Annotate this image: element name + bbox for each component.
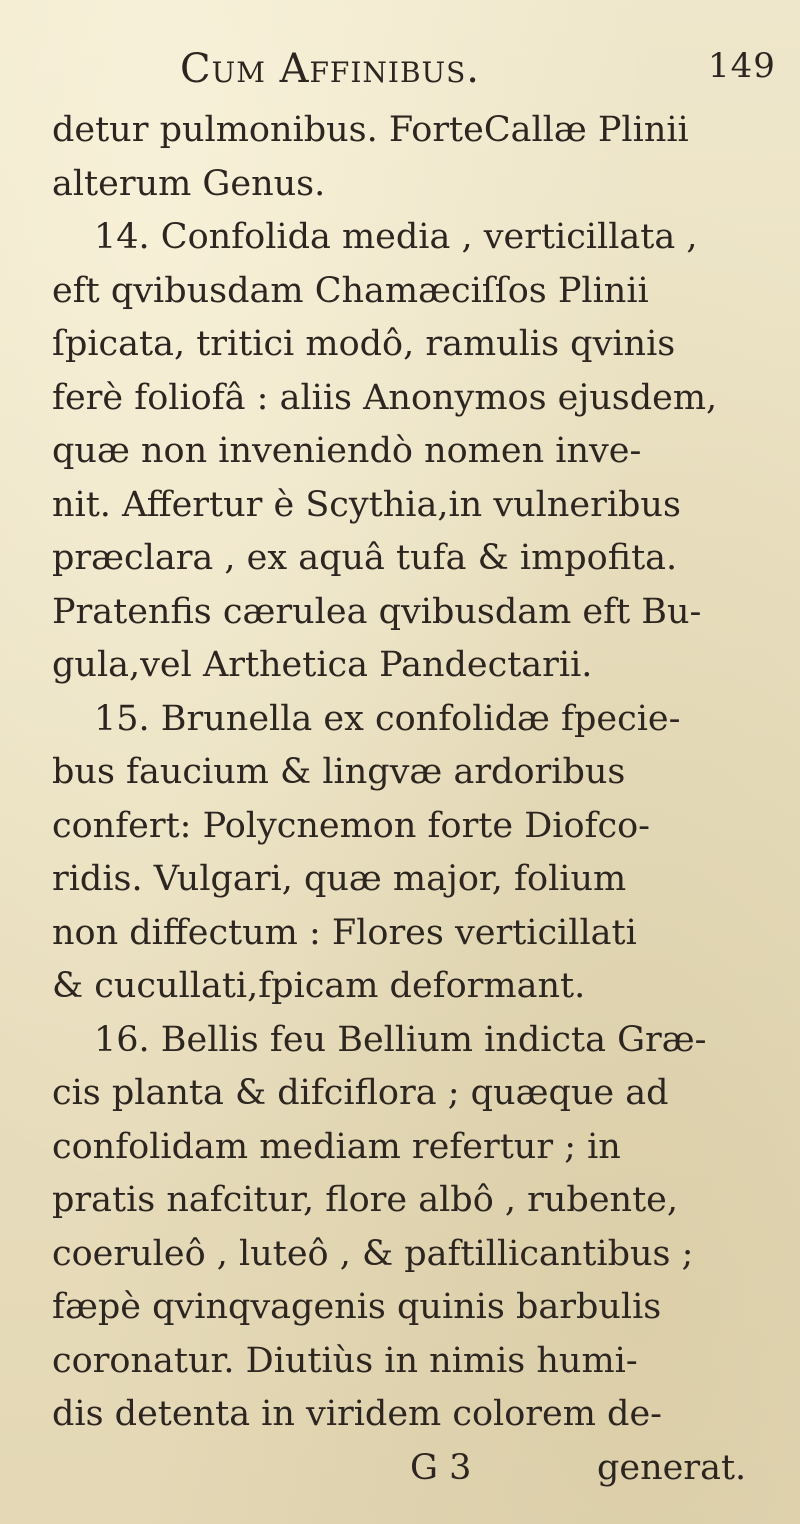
text-line: coronatur. Diutiùs in nimis humi- (52, 1340, 638, 1381)
catchword: generat. (597, 1447, 747, 1488)
text-line: ridis. Vulgari, quæ major, folium (52, 859, 627, 899)
text-line: dis detenta in viridem colorem de- (52, 1394, 663, 1434)
text-line: 14. Confolida media , verticillata , (94, 217, 698, 257)
text-line: cis planta & difciflora ; quæque ad (52, 1073, 669, 1113)
text-line: coeruleô , luteô , & paftillicantibus ; (52, 1233, 694, 1274)
text-line: gula,vel Arthetica Pandectarii. (52, 645, 593, 685)
text-line: detur pulmonibus. ForteCallæ Plinii (52, 110, 689, 150)
text-line: bus faucium & lingvæ ardoribus (52, 752, 626, 792)
text-line: alterum Genus. (52, 163, 326, 204)
text-line: 15. Brunella ex confolidæ fpecie- (94, 698, 681, 739)
page-header (0, 46, 800, 96)
text-line: præclara , ex aquâ tufa & impofita. (52, 538, 678, 578)
text-line: non diffectum : Flores verticillati (52, 912, 637, 953)
text-line: quæ non inveniendò nomen inve- (52, 431, 642, 471)
page-number: 149 (708, 46, 776, 86)
text-line: pratis nafcitur, flore albô , rubente, (52, 1180, 678, 1220)
text-line: 16. Bellis feu Bellium indicta Græ- (94, 1019, 707, 1060)
text-line: ſpicata, tritici modô, ramulis qvinis (52, 324, 676, 364)
footer-line (52, 1442, 782, 1496)
text-line: confert: Polycnemon forte Diofco- (52, 805, 650, 846)
running-title: Cum Affinibus. (180, 46, 481, 92)
signature-mark: G 3 (410, 1447, 472, 1488)
text-line: eft qvibusdam Chamæciſſos Plinii (52, 270, 649, 311)
body-text (52, 104, 782, 1495)
text-line: nit. Affertur è Scythia,in vulneribus (52, 484, 681, 525)
text-line: confolidam mediam refertur ; in (52, 1126, 621, 1167)
text-line: Pratenfis cærulea qvibusdam eft Bu- (52, 591, 702, 632)
text-line: fæpè qvinqvagenis quinis barbulis (52, 1287, 662, 1327)
text-line: & cucullati,fpicam deformant. (52, 966, 586, 1006)
text-line: ferè foliofâ : aliis Anonymos ejusdem, (52, 377, 718, 418)
